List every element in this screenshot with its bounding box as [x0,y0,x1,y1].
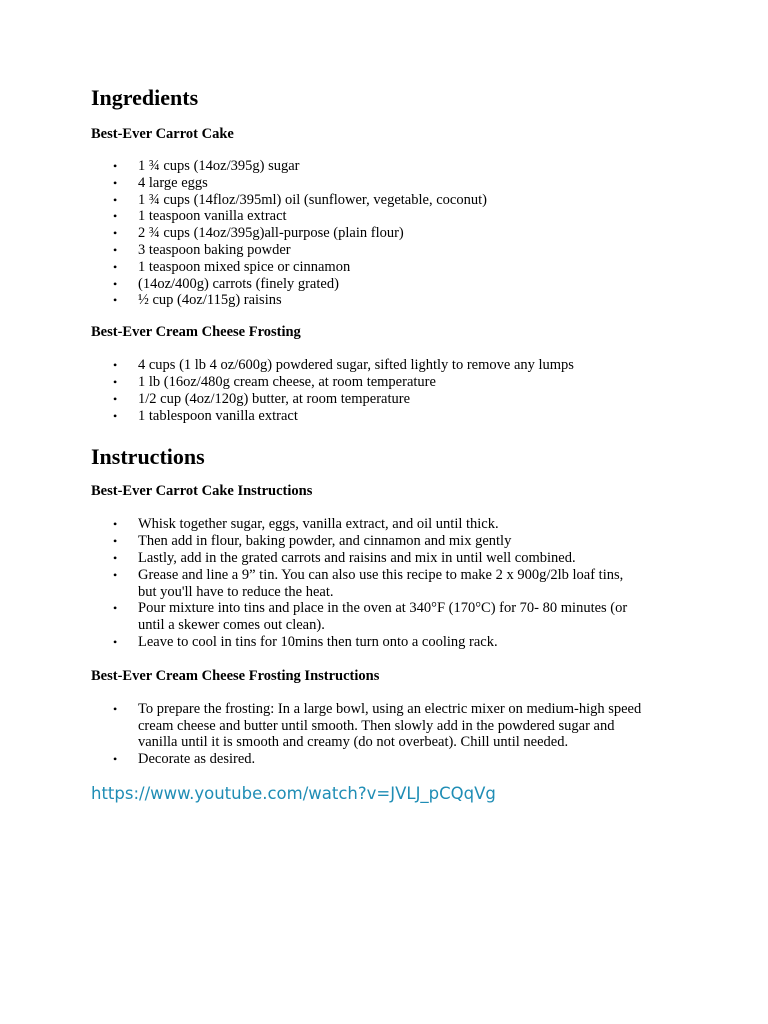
ingredient-item [91,374,691,391]
ingredient-item [91,391,691,408]
item-text: 1/2 cup (4oz/120g) butter, at room temperature [138,390,411,407]
instruction-step [91,600,691,634]
item-text: 3 teaspoon baking powder [138,241,291,258]
item-text-line: Pour mixture into tins and place in the oven at 340°F (170°C) for 70- 80 minutes (or [138,600,628,617]
bullet-icon: • [113,601,118,616]
instruction-step [91,550,691,567]
item-text: 1 ¾ cups (14oz/395g) sugar [138,158,300,174]
document-page [91,84,691,805]
item-text: 2 ¾ cups (14oz/395g)all-purpose (plain flour) [138,225,404,242]
bullet-icon: • [113,701,118,716]
bullet-icon: • [113,226,118,241]
bullet-icon: • [113,550,118,565]
item-text: (14oz/400g) carrots (finely grated) [138,275,339,292]
bullet-icon: • [113,391,118,406]
item-text-line: Then add in flour, baking powder, and cinnamon and mix gently [138,533,512,550]
instruction-step [91,516,691,533]
item-text-line: but you'll have to reduce the heat. [138,583,334,600]
ingredient-item [91,242,691,259]
item-text-line: Grease and line a 9” tin. You can also use this recipe to make 2 x 900g/2lb loaf tins, [138,566,624,583]
bullet-icon: • [113,276,118,291]
bullet-icon: • [113,209,118,224]
instruction-step [91,634,691,651]
ingredient-item [91,175,691,192]
ingredient-item [91,276,691,293]
bullet-icon: • [113,752,118,767]
item-text-line: until a skewer comes out clean). [138,617,325,634]
item-text-line: Whisk together sugar, eggs, vanilla extract, and oil until thick. [138,516,499,533]
bullet-icon: • [113,534,118,549]
ingredient-item [91,259,691,276]
item-text-line: Leave to cool in tins for 10mins then turn onto a cooling rack. [138,633,498,650]
item-text-line: Lastly, add in the grated carrots and raisins and mix in until well combined. [138,549,576,566]
item-text: 1 ¾ cups (14floz/395ml) oil (sunflower, vegetable, coconut) [138,191,487,208]
bullet-icon: • [113,259,118,274]
instruction-step [91,567,691,601]
frosting-ingredients-list [91,357,691,424]
instruction-step [91,751,691,768]
bullet-icon: • [113,634,118,649]
instructions-heading: Instructions [91,444,205,470]
item-text-line: Decorate as desired. [138,751,256,768]
bullet-icon: • [113,175,118,190]
frosting-instructions-list [91,701,691,768]
carrot-cake-subheading: Best-Ever Carrot Cake [91,126,234,142]
ingredient-item [91,192,691,209]
bullet-icon: • [113,242,118,257]
item-text: 1 teaspoon mixed spice or cinnamon [138,258,351,275]
bullet-icon: • [113,159,118,173]
item-text: ½ cup (4oz/115g) raisins [138,292,282,309]
item-text: 4 cups (1 lb 4 oz/600g) powdered sugar, sifted lightly to remove any lumps [138,357,574,374]
youtube-link[interactable]: https://www.youtube.com/watch?v=JVLJ_pCQqVg [91,783,496,803]
item-text-line: cream cheese and butter until smooth. Then slowly add in the powdered sugar and [138,717,615,734]
item-text: 4 large eggs [138,174,208,191]
bullet-icon: • [113,374,118,389]
item-text: 1 tablespoon vanilla extract [138,407,298,424]
item-text: 1 lb (16oz/480g cream cheese, at room temperature [138,373,436,390]
item-text-line: To prepare the frosting: In a large bowl, using an electric mixer on medium-high speed [138,700,642,717]
carrot-cake-instructions-subheading: Best-Ever Carrot Cake Instructions [91,483,313,500]
frosting-subheading: Best-Ever Cream Cheese Frosting [91,324,301,341]
ingredients-heading: Ingredients [91,85,199,110]
instruction-step [91,701,691,751]
ingredient-item [91,292,691,309]
carrot-cake-instructions-list [91,516,691,650]
bullet-icon: • [113,293,118,308]
bullet-icon: • [113,567,118,582]
instruction-step [91,533,691,550]
item-text-line: vanilla until it is smooth and creamy (do not overbeat). Chill until needed. [138,734,569,751]
ingredient-item [91,357,691,374]
frosting-instructions-subheading: Best-Ever Cream Cheese Frosting Instructions [91,667,380,684]
ingredient-item [91,208,691,225]
ingredient-item [91,225,691,242]
carrot-cake-ingredients-list [91,158,691,309]
ingredient-item [91,408,691,425]
bullet-icon: • [113,408,118,423]
ingredient-item [91,158,691,175]
bullet-icon: • [113,192,118,207]
item-text: 1 teaspoon vanilla extract [138,208,287,225]
bullet-icon: • [113,358,118,373]
bullet-icon: • [113,517,118,532]
